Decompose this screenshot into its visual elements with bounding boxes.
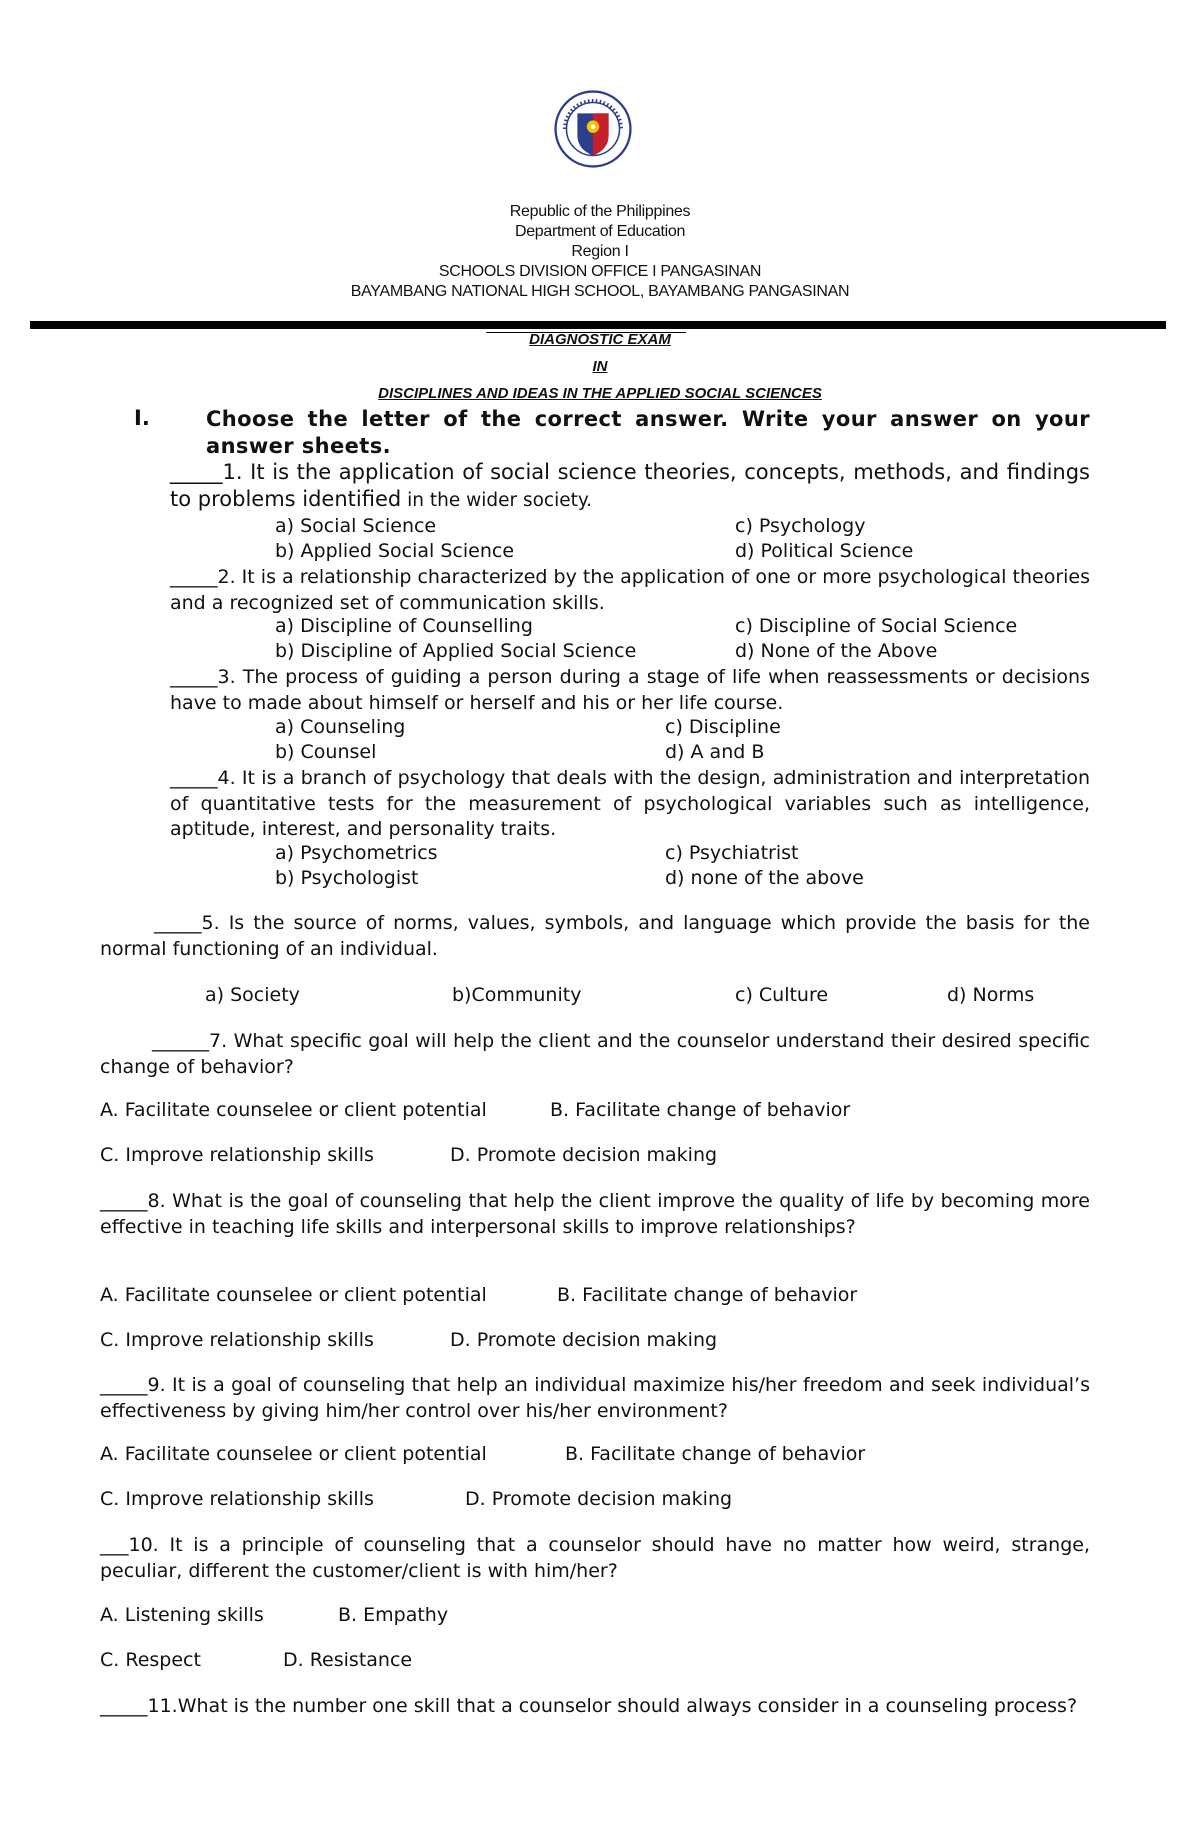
- question-10-option-c: C. Respect: [100, 1649, 201, 1671]
- question-5-option-c: c) Culture: [735, 984, 829, 1006]
- question-1-stem-rest: in the wider society.: [401, 490, 593, 511]
- question-2-option-c: c) Discipline of Social Science: [735, 615, 1018, 637]
- header-school: BAYAMBANG NATIONAL HIGH SCHOOL, BAYAMBANG PANGASINAN: [350, 283, 850, 300]
- question-7-option-d: D. Promote decision making: [450, 1144, 718, 1166]
- question-8-option-a: A. Facilitate counselee or client potential: [100, 1284, 487, 1306]
- question-10-stem: ___10. It is a principle of counseling that a counselor should have no matter how weird, strange, peculiar, different the customer/client is with him/her?: [100, 1534, 1090, 1582]
- question-7-option-b: B. Facilitate change of behavior: [550, 1099, 851, 1121]
- question-10-option-a: A. Listening skills: [100, 1604, 264, 1626]
- question-1: [170, 459, 1090, 514]
- question-9-stem: _____9. It is a goal of counseling that help an individual maximize his/her freedom and seek individual’s effectiveness by giving him/her control over his/her environment?: [100, 1374, 1090, 1422]
- question-3-stem: _____3. The process of guiding a person during a stage of life when reassessments or decisions have to made about himself or herself and his or her life course.: [170, 666, 1090, 714]
- question-3-option-a: a) Counseling: [275, 716, 406, 738]
- header-region: Region I: [571, 243, 629, 260]
- question-3-option-d: d) A and B: [665, 741, 765, 763]
- question-2-option-d: d) None of the Above: [735, 640, 938, 662]
- question-7-option-a: A. Facilitate counselee or client potential: [100, 1099, 487, 1121]
- question-8-option-d: D. Promote decision making: [450, 1329, 718, 1351]
- question-5-option-a: a) Society: [205, 984, 300, 1006]
- question-4-option-a: a) Psychometrics: [275, 842, 438, 864]
- question-2-option-a: a) Discipline of Counselling: [275, 615, 533, 637]
- document-header: [0, 202, 1200, 302]
- question-5-option-b: b)Community: [452, 984, 582, 1006]
- question-5-stem: _____5. Is the source of norms, values, symbols, and language which provide the basis for the normal functioning of an individual.: [100, 912, 1090, 960]
- question-10-option-b: B. Empathy: [338, 1604, 449, 1626]
- question-4-option-d: d) none of the above: [665, 867, 864, 889]
- header-department: Department of Education: [514, 223, 686, 240]
- exam-subject: DISCIPLINES AND IDEAS IN THE APPLIED SOCIAL SCIENCES: [378, 385, 822, 402]
- question-9-option-c: C. Improve relationship skills: [100, 1488, 374, 1510]
- question-1-stem: _____1. It is the application of social science theories, concepts, methods, and findings to problems identified: [170, 460, 1090, 511]
- question-7-option-c: C. Improve relationship skills: [100, 1144, 374, 1166]
- deped-seal-logo: [554, 90, 632, 168]
- question-4-option-c: c) Psychiatrist: [665, 842, 799, 864]
- section-number: I.: [134, 406, 150, 430]
- question-3-option-b: b) Counsel: [275, 741, 377, 763]
- question-11-stem: _____11.What is the number one skill that a counselor should always consider in a counseling process?: [100, 1695, 1078, 1717]
- question-4-stem: _____4. It is a branch of psychology that deals with the design, administration and interpretation of quantitative tests for the measurement of psychological variables such as intelligence, aptitude, interest, and personality traits.: [170, 767, 1090, 840]
- question-7-stem: ______7. What specific goal will help the client and the counselor understand their desired specific change of behavior?: [100, 1030, 1090, 1078]
- question-2-option-b: b) Discipline of Applied Social Science: [275, 640, 637, 662]
- question-1-option-b: b) Applied Social Science: [275, 540, 515, 562]
- question-10-option-d: D. Resistance: [283, 1649, 413, 1671]
- question-1-option-a: a) Social Science: [275, 515, 437, 537]
- question-5-option-d: d) Norms: [947, 984, 1035, 1006]
- question-8-stem: _____8. What is the goal of counseling that help the client improve the quality of life by becoming more effective in teaching life skills and interpersonal skills to improve relationships?: [100, 1190, 1090, 1238]
- section-instruction-text: Choose the letter of the correct answer. Write your answer on your answer sheets.: [206, 407, 1090, 458]
- question-1-option-d: d) Political Science: [735, 540, 914, 562]
- header-divider-thick: [30, 321, 1166, 329]
- question-9-option-b: B. Facilitate change of behavior: [565, 1443, 866, 1465]
- question-3-option-c: c) Discipline: [665, 716, 781, 738]
- question-9-option-a: A. Facilitate counselee or client potential: [100, 1443, 487, 1465]
- exam-title: DIAGNOSTIC EXAM: [529, 331, 671, 348]
- question-2-stem: _____2. It is a relationship characterized by the application of one or more psychological theories and a recognized set of communication skills.: [170, 566, 1090, 614]
- exam-title-in: IN: [592, 358, 608, 375]
- question-1-option-c: c) Psychology: [735, 515, 866, 537]
- question-4-option-b: b) Psychologist: [275, 867, 419, 889]
- question-8-option-b: B. Facilitate change of behavior: [557, 1284, 858, 1306]
- question-8-option-c: C. Improve relationship skills: [100, 1329, 374, 1351]
- header-country: Republic of the Philippines: [509, 203, 691, 220]
- question-9-option-d: D. Promote decision making: [465, 1488, 733, 1510]
- header-division: SCHOOLS DIVISION OFFICE I PANGASINAN: [438, 263, 762, 280]
